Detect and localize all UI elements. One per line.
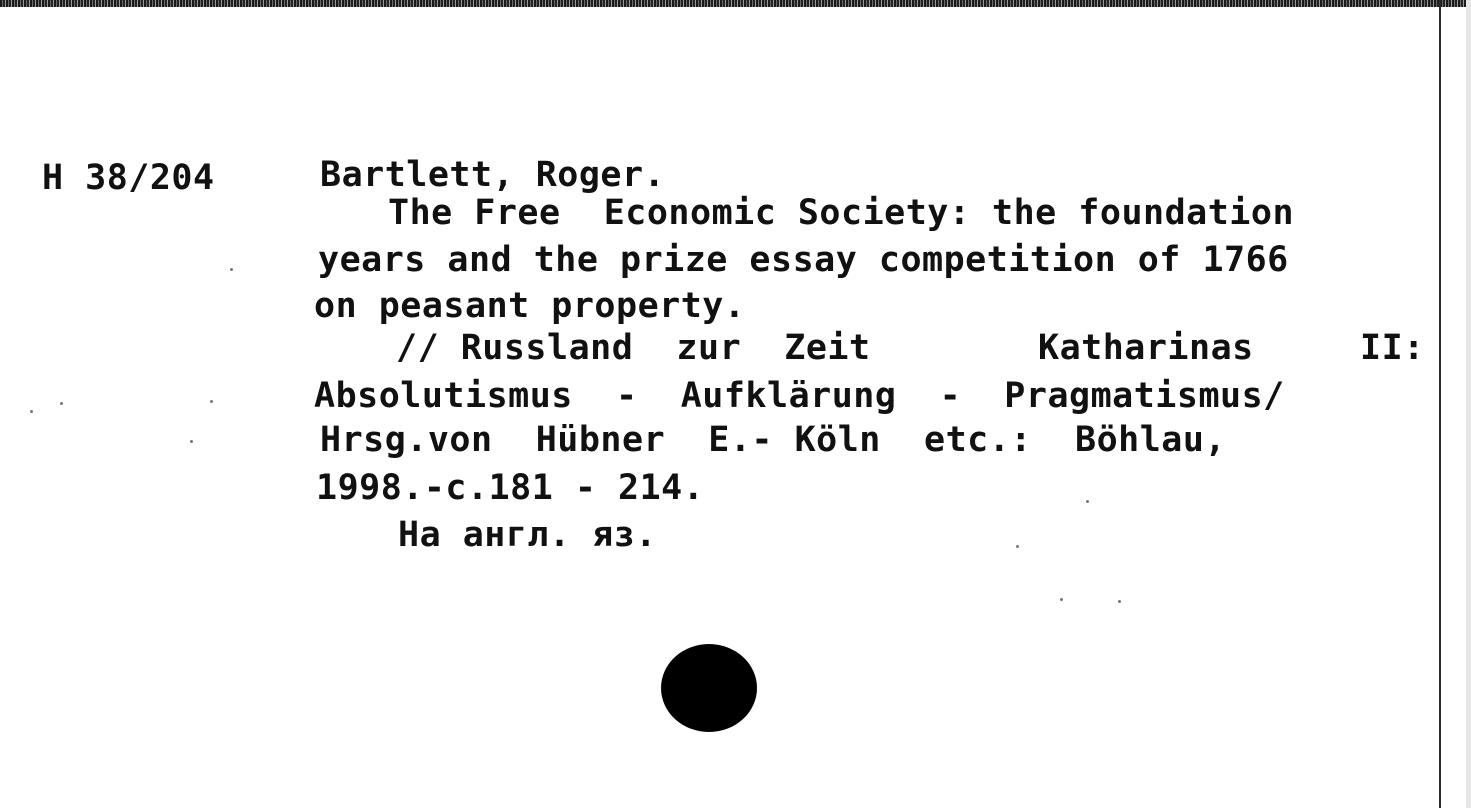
shelfmark: H 38/204: [42, 158, 215, 198]
title-line-1: The Free Economic Society: the foundation: [388, 193, 1295, 233]
scan-speck: [1016, 545, 1019, 548]
language-note: На англ. яз.: [398, 515, 657, 555]
series-line-3: Hrsg.von Hübner E.- Köln etc.: Böhlau,: [320, 420, 1227, 460]
title-line-2: years and the prize essay competition of 1766: [318, 240, 1289, 280]
card-right-edge: [1439, 0, 1441, 808]
series-line-4: 1998.-c.181 - 214.: [316, 468, 705, 508]
series-line-1-b: Katharinas: [1038, 328, 1254, 368]
scan-speck: [190, 440, 193, 443]
scan-speck: [210, 400, 213, 403]
scan-speck: [1118, 600, 1121, 603]
card-top-edge: [0, 0, 1471, 7]
author: Bartlett, Roger.: [320, 155, 666, 195]
scan-speck: [230, 268, 233, 271]
scan-speck: [30, 410, 33, 413]
card-right-margin: [1466, 0, 1471, 808]
series-line-2: Absolutismus - Aufklärung - Pragmatismus/: [314, 376, 1285, 416]
series-line-1: // Russland zur Zeit: [396, 328, 871, 368]
punch-hole: [661, 644, 757, 732]
series-line-1-c: II:: [1360, 328, 1425, 368]
title-line-3: on peasant property.: [314, 286, 746, 326]
scan-speck: [1086, 500, 1089, 503]
scan-speck: [1060, 598, 1063, 601]
scan-speck: [60, 402, 63, 405]
